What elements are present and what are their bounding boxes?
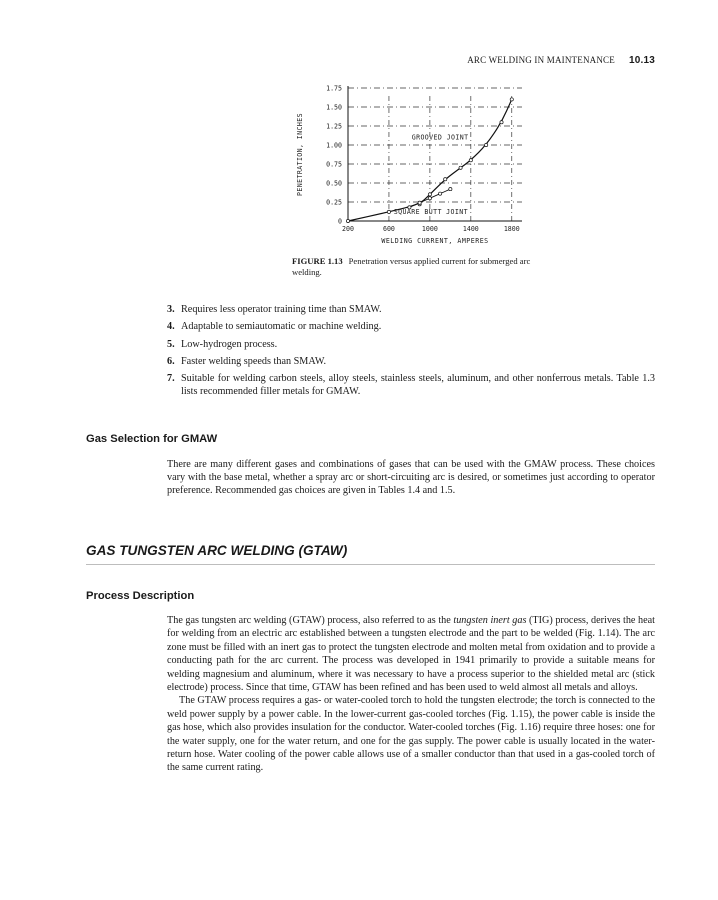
y-tick-label: 1.50 — [326, 103, 342, 112]
list-item-number: 3. — [167, 304, 175, 315]
data-point — [428, 197, 431, 200]
chart-axes — [348, 86, 522, 221]
data-point — [444, 178, 447, 181]
figure-1-13 — [288, 76, 528, 258]
y-tick-label: 0.75 — [326, 160, 342, 169]
y-tick-label: 0.25 — [326, 198, 342, 207]
x-tick-label: 600 — [382, 225, 395, 233]
chart-grid — [348, 88, 522, 221]
list-item — [167, 373, 655, 398]
annotation-grooved-joint: GROOVED JOINT — [411, 133, 469, 142]
y-axis-title: PENETRATION, INCHES — [296, 112, 304, 197]
running-head — [300, 55, 655, 66]
data-point — [510, 98, 513, 101]
list-item-number: 4. — [167, 321, 175, 333]
y-tick-label: 1.75 — [326, 84, 342, 93]
list-item-text: Requires less operator training time than SMAW. — [181, 304, 382, 315]
list-item-text: Adaptable to semiautomatic or machine welding. — [181, 321, 382, 333]
x-tick-label: 1400 — [462, 225, 479, 233]
list-item — [167, 339, 655, 351]
penetration-chart — [288, 76, 528, 258]
data-point — [428, 193, 431, 196]
list-item-text: Low-hydrogen process. — [181, 338, 278, 350]
p1-text-italic: tungsten inert gas — [453, 615, 527, 626]
gas-selection-paragraph: There are many different gases and combinations of gases that can be used with the GMAW process. These choices vary with the base metal, whether a spray arc or short-circuiting arc is desired, or sometimes just according to operator preference. Recommended gas choices are given in Tables 1.4 and 1.5. — [167, 459, 655, 497]
y-tick-label: 0.50 — [326, 179, 342, 188]
p1-text-a: The gas tungsten arc welding (GTAW) process, also referred to as the — [167, 615, 454, 626]
list-item — [167, 304, 655, 316]
data-point — [459, 166, 462, 169]
data-point — [485, 143, 488, 146]
data-point — [449, 187, 452, 190]
list-item-text: Suitable for welding carbon steels, alloy steels, stainless steels, aluminum, and other nonferrous metals. Table 1.3 lists recommended filler metals for GMAW. — [181, 373, 655, 397]
figure-caption-text: Penetration versus applied current for submerged arc welding. — [292, 256, 531, 277]
gtaw-paragraph-1 — [167, 614, 655, 694]
gas-selection-heading: Gas Selection for GMAW — [86, 433, 218, 445]
x-axis-title: WELDING CURRENT, AMPERES — [381, 237, 489, 245]
data-point — [500, 121, 503, 124]
process-description-body — [167, 614, 655, 775]
gtaw-paragraph-2: The GTAW process requires a gas- or water-cooled torch to hold the tungsten electrode; the torch is connected to the weld power supply by a power cable. In the lower-current gas-cooled torches (Fig. 1.15), the power cable is inside the gas hose, which also provides insulation for the conductor. Water-cooled torches (Fig. 1.16) require three hoses: one for the water supply, one for the water return, and one for the gas supply. The power cable is usually located in the water-return hose. Water cooling of the power cable allows use of a smaller conductor than that used in a gas-cooled torch of the same current rating. — [167, 695, 655, 774]
list-item — [167, 321, 655, 333]
process-description-heading: Process Description — [86, 590, 195, 602]
data-point — [439, 192, 442, 195]
running-title: ARC WELDING IN MAINTENANCE — [467, 55, 615, 65]
annotation-square-butt-joint: SQUARE BUTT JOINT — [393, 208, 469, 217]
data-point — [418, 201, 421, 204]
data-point — [346, 219, 349, 222]
x-tick-label: 1800 — [503, 225, 520, 233]
y-tick-label: 0 — [338, 217, 342, 226]
figure-caption — [292, 256, 532, 278]
data-point — [387, 210, 390, 213]
data-point — [469, 159, 472, 162]
y-tick-label: 1.25 — [326, 122, 342, 131]
gtaw-section-title: GAS TUNGSTEN ARC WELDING (GTAW) — [86, 543, 655, 565]
y-tick-label: 1.00 — [326, 141, 342, 150]
list-item-number: 6. — [167, 355, 175, 367]
page-number: 10.13 — [628, 55, 655, 66]
x-tick-label: 200 — [342, 225, 354, 233]
p1-text-b: (TIG) process, derives the heat for welding from an electric arc established between a tungsten electrode and the part to be welded (Fig. 1.14). The arc zone must be filled with an inert gas to protect the tungsten electrode and molten metal from oxidation and to provide a conducting path for the arc current. The process was developed in 1941 primarily to provide a suitable means for welding magnesium and aluminum, where it was necessary to have a process superior to the shielded metal arc (stick electrode) process. Since that time, GTAW has been refined and has been used to weld almost all metals and alloys. — [167, 615, 655, 694]
list-item-text: Faster welding speeds than SMAW. — [181, 355, 327, 367]
advantages-list — [167, 304, 655, 403]
list-item-number: 7. — [167, 373, 175, 385]
list-item — [167, 356, 655, 368]
list-item-number: 5. — [167, 338, 175, 350]
figure-label: FIGURE 1.13 — [292, 256, 343, 266]
x-tick-label: 1000 — [421, 225, 438, 233]
